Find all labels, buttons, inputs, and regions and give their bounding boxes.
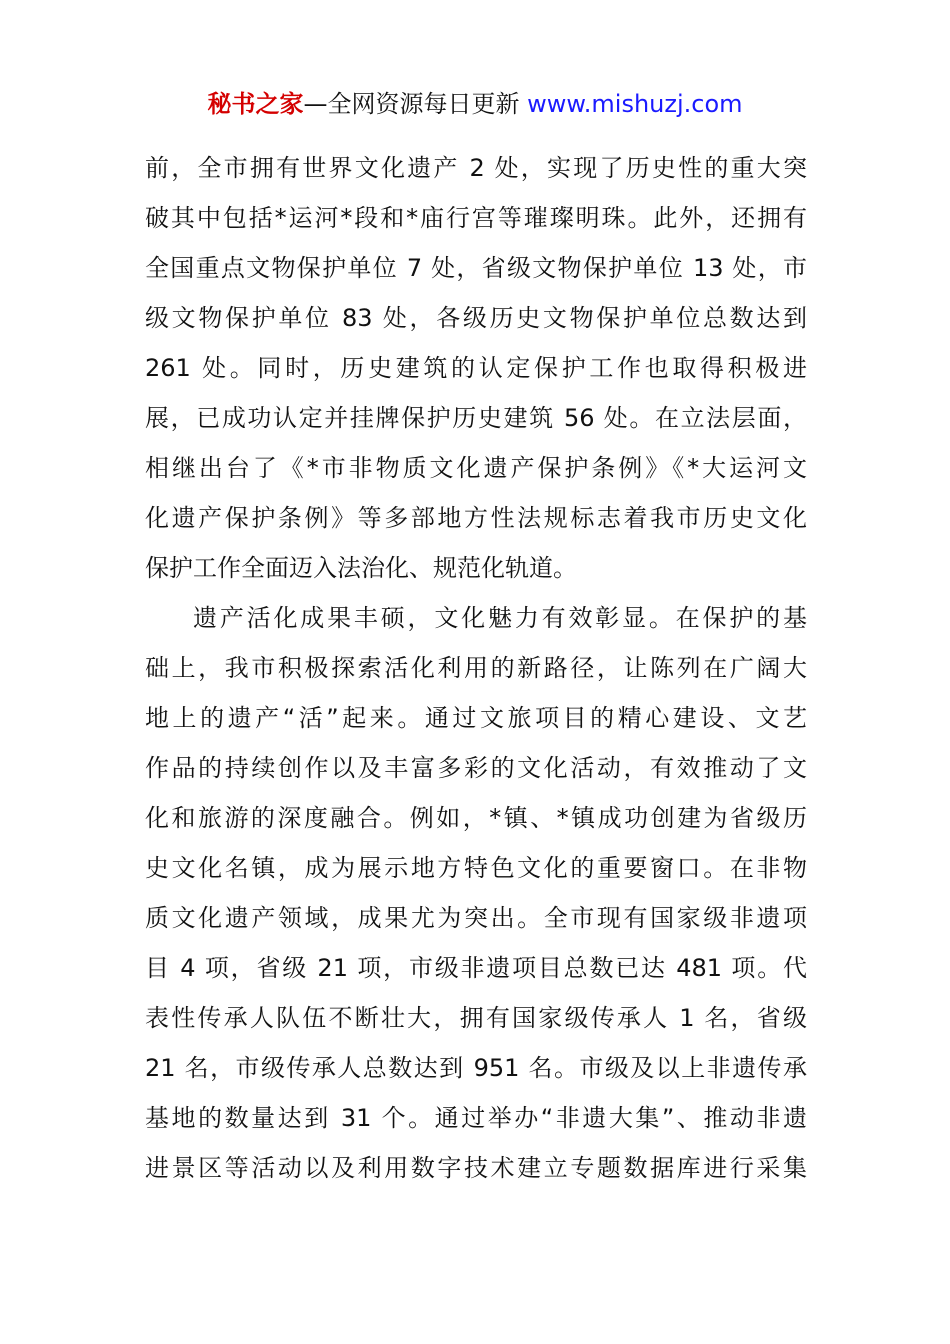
site-url: www.mishuzj.com bbox=[527, 90, 743, 118]
text-line: 破其中包括*运河*段和*庙行宫等璀璨明珠。此外，还拥有 bbox=[145, 204, 807, 232]
page-header bbox=[0, 88, 950, 120]
text-line: 21 名，市级传承人总数达到 951 名。市级及以上非遗传承 bbox=[145, 1054, 807, 1082]
paragraph-2 bbox=[145, 593, 807, 1193]
text-line: 质文化遗产领域，成果尤为突出。全市现有国家级非遗项 bbox=[145, 904, 807, 932]
text-line: 前，全市拥有世界文化遗产 2 处，实现了历史性的重大突 bbox=[145, 154, 807, 182]
text-line: 进景区等活动以及利用数字技术建立专题数据库进行采集 bbox=[145, 1154, 807, 1182]
text-line: 作品的持续创作以及丰富多彩的文化活动，有效推动了文 bbox=[145, 754, 807, 782]
text-line: 化遗产保护条例》等多部地方性法规标志着我市历史文化 bbox=[145, 504, 807, 532]
text-line: 化和旅游的深度融合。例如，*镇、*镇成功创建为省级历 bbox=[145, 804, 807, 832]
text-line: 全国重点文物保护单位 7 处，省级文物保护单位 13 处，市 bbox=[145, 254, 807, 282]
paragraph-1 bbox=[145, 143, 807, 593]
text-line: 基地的数量达到 31 个。通过举办“非遗大集”、推动非遗 bbox=[145, 1104, 807, 1132]
text-line: 相继出台了《*市非物质文化遗产保护条例》《*大运河文 bbox=[145, 454, 807, 482]
text-line: 础上，我市积极探索活化利用的新路径，让陈列在广阔大 bbox=[145, 654, 807, 682]
text-line: 遗产活化成果丰硕，文化魅力有效彰显。在保护的基 bbox=[193, 604, 807, 632]
brand-name: 秘书之家 bbox=[207, 90, 304, 118]
text-line: 史文化名镇，成为展示地方特色文化的重要窗口。在非物 bbox=[145, 854, 807, 882]
text-line: 级文物保护单位 83 处，各级历史文物保护单位总数达到 bbox=[145, 304, 807, 332]
text-line: 目 4 项，省级 21 项，市级非遗项目总数已达 481 项。代 bbox=[145, 954, 807, 982]
text-line: 展，已成功认定并挂牌保护历史建筑 56 处。在立法层面， bbox=[145, 404, 807, 432]
header-tagline: —全网资源每日更新 bbox=[303, 90, 520, 118]
text-line: 保护工作全面迈入法治化、规范化轨道。 bbox=[145, 554, 577, 582]
text-line: 地上的遗产“活”起来。通过文旅项目的精心建设、文艺 bbox=[145, 704, 807, 732]
text-line: 表性传承人队伍不断壮大，拥有国家级传承人 1 名，省级 bbox=[145, 1004, 807, 1032]
text-line: 261 处。同时，历史建筑的认定保护工作也取得积极进 bbox=[145, 354, 807, 382]
document-body bbox=[145, 143, 807, 1193]
